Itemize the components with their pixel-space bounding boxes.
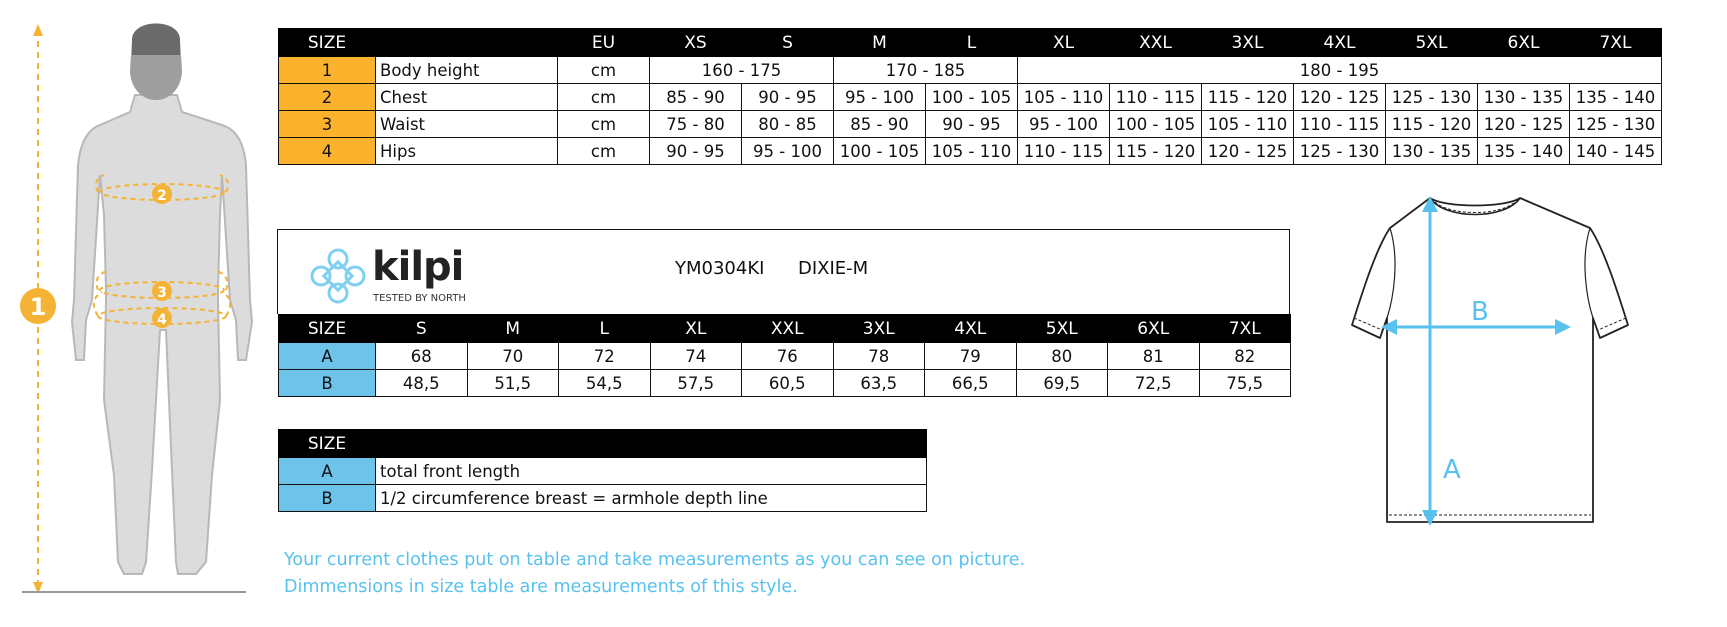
product-info-box bbox=[277, 229, 1290, 314]
marker-3 bbox=[152, 281, 172, 301]
unit-cell: cm bbox=[558, 111, 650, 138]
marker-1 bbox=[20, 288, 56, 324]
value-cell: 130 - 135 bbox=[1478, 84, 1570, 111]
value-cell: 115 - 120 bbox=[1202, 84, 1294, 111]
value-cell: 95 - 100 bbox=[834, 84, 926, 111]
row-key: A bbox=[279, 458, 376, 485]
row-label: Waist bbox=[376, 111, 558, 138]
label-b: B bbox=[1471, 297, 1489, 327]
value-cell: 72,5 bbox=[1108, 370, 1200, 397]
value-cell: 69,5 bbox=[1016, 370, 1108, 397]
product-code: YM0304KI bbox=[675, 258, 765, 279]
value-cell: 90 - 95 bbox=[742, 84, 834, 111]
header-cell: XL bbox=[1018, 29, 1110, 57]
header-cell: M bbox=[467, 315, 559, 343]
header-cell: XL bbox=[650, 315, 742, 343]
value-cell: 79 bbox=[925, 343, 1017, 370]
header-cell: 7XL bbox=[1570, 29, 1662, 57]
row-number: 1 bbox=[279, 57, 376, 84]
value-cell: 170 - 185 bbox=[834, 57, 1018, 84]
table-row bbox=[279, 458, 927, 485]
table-row bbox=[279, 84, 1662, 111]
value-cell: 66,5 bbox=[925, 370, 1017, 397]
header-cell: XXL bbox=[1110, 29, 1202, 57]
instruction-note-1: Your current clothes put on table and take measurements as you can see on picture. bbox=[284, 550, 1026, 570]
value-cell: 81 bbox=[1108, 343, 1200, 370]
header-cell: M bbox=[834, 29, 926, 57]
value-cell: 105 - 110 bbox=[1018, 84, 1110, 111]
body-measurement-figure bbox=[0, 0, 260, 600]
svg-text:3: 3 bbox=[157, 285, 167, 301]
value-cell: 110 - 115 bbox=[1018, 138, 1110, 165]
header-cell: 4XL bbox=[925, 315, 1017, 343]
value-cell: 110 - 115 bbox=[1110, 84, 1202, 111]
value-cell: 135 - 140 bbox=[1570, 84, 1662, 111]
legend-description: total front length bbox=[376, 458, 927, 485]
value-cell: 60,5 bbox=[742, 370, 834, 397]
value-cell: 115 - 120 bbox=[1110, 138, 1202, 165]
header-cell: SIZE bbox=[279, 29, 376, 57]
value-cell: 85 - 90 bbox=[834, 111, 926, 138]
value-cell: 100 - 105 bbox=[1110, 111, 1202, 138]
table-row bbox=[279, 138, 1662, 165]
row-label: Body height bbox=[376, 57, 558, 84]
value-cell: 48,5 bbox=[376, 370, 468, 397]
value-cell: 85 - 90 bbox=[650, 84, 742, 111]
marker-4 bbox=[152, 308, 172, 328]
legend-description: 1/2 circumference breast = armhole depth line bbox=[376, 485, 927, 512]
header-cell bbox=[376, 29, 558, 57]
brand-tagline: TESTED BY NORTH bbox=[373, 293, 466, 304]
legend-table bbox=[278, 429, 927, 512]
header-cell: S bbox=[376, 315, 468, 343]
brand-logo: kilpi bbox=[372, 244, 464, 290]
value-cell: 57,5 bbox=[650, 370, 742, 397]
row-number: 3 bbox=[279, 111, 376, 138]
value-cell: 75 - 80 bbox=[650, 111, 742, 138]
value-cell: 110 - 115 bbox=[1294, 111, 1386, 138]
value-cell: 105 - 110 bbox=[926, 138, 1018, 165]
value-cell: 74 bbox=[650, 343, 742, 370]
header-cell: XXL bbox=[742, 315, 834, 343]
value-cell: 63,5 bbox=[833, 370, 925, 397]
value-cell: 160 - 175 bbox=[650, 57, 834, 84]
value-cell: 120 - 125 bbox=[1478, 111, 1570, 138]
value-cell: 70 bbox=[467, 343, 559, 370]
row-number: 4 bbox=[279, 138, 376, 165]
header-cell: 7XL bbox=[1199, 315, 1291, 343]
row-key: A bbox=[279, 343, 376, 370]
value-cell: 95 - 100 bbox=[1018, 111, 1110, 138]
value-cell: 68 bbox=[376, 343, 468, 370]
value-cell: 115 - 120 bbox=[1386, 111, 1478, 138]
table-row bbox=[279, 370, 1291, 397]
value-cell: 125 - 130 bbox=[1294, 138, 1386, 165]
value-cell: 140 - 145 bbox=[1570, 138, 1662, 165]
header-cell: L bbox=[559, 315, 651, 343]
header-cell: XS bbox=[650, 29, 742, 57]
header-cell: S bbox=[742, 29, 834, 57]
unit-cell: cm bbox=[558, 57, 650, 84]
kilpi-knot-logo-icon bbox=[308, 246, 368, 306]
size-table bbox=[278, 28, 1662, 165]
header-cell: 6XL bbox=[1478, 29, 1570, 57]
value-cell: 100 - 105 bbox=[926, 84, 1018, 111]
value-cell: 90 - 95 bbox=[926, 111, 1018, 138]
legend-table-header bbox=[279, 430, 927, 458]
measurement-table bbox=[278, 314, 1291, 397]
value-cell: 130 - 135 bbox=[1386, 138, 1478, 165]
header-cell: L bbox=[926, 29, 1018, 57]
value-cell: 105 - 110 bbox=[1202, 111, 1294, 138]
value-cell: 95 - 100 bbox=[742, 138, 834, 165]
tshirt-measurement-figure bbox=[1325, 190, 1630, 540]
value-cell: 90 - 95 bbox=[650, 138, 742, 165]
value-cell: 75,5 bbox=[1199, 370, 1291, 397]
table-row bbox=[279, 111, 1662, 138]
table-row bbox=[279, 485, 927, 512]
product-name: DIXIE-M bbox=[798, 258, 869, 279]
header-cell: SIZE bbox=[279, 315, 376, 343]
measurement-table-header bbox=[279, 315, 1291, 343]
value-cell: 100 - 105 bbox=[834, 138, 926, 165]
value-cell: 82 bbox=[1199, 343, 1291, 370]
header-cell: 6XL bbox=[1108, 315, 1200, 343]
header-cell: 5XL bbox=[1016, 315, 1108, 343]
value-cell: 80 bbox=[1016, 343, 1108, 370]
unit-cell: cm bbox=[558, 84, 650, 111]
value-cell: 180 - 195 bbox=[1018, 57, 1662, 84]
value-cell: 120 - 125 bbox=[1294, 84, 1386, 111]
header-cell: EU bbox=[558, 29, 650, 57]
header-cell: 3XL bbox=[833, 315, 925, 343]
value-cell: 125 - 130 bbox=[1386, 84, 1478, 111]
value-cell: 76 bbox=[742, 343, 834, 370]
value-cell: 78 bbox=[833, 343, 925, 370]
value-cell: 72 bbox=[559, 343, 651, 370]
table-row bbox=[279, 343, 1291, 370]
row-label: Chest bbox=[376, 84, 558, 111]
value-cell: 120 - 125 bbox=[1202, 138, 1294, 165]
header-cell: 5XL bbox=[1386, 29, 1478, 57]
value-cell: 80 - 85 bbox=[742, 111, 834, 138]
header-cell: 4XL bbox=[1294, 29, 1386, 57]
row-key: B bbox=[279, 485, 376, 512]
unit-cell: cm bbox=[558, 138, 650, 165]
value-cell: 125 - 130 bbox=[1570, 111, 1662, 138]
svg-text:1: 1 bbox=[29, 293, 47, 321]
value-cell: 54,5 bbox=[559, 370, 651, 397]
row-label: Hips bbox=[376, 138, 558, 165]
label-a: A bbox=[1443, 455, 1461, 485]
instruction-note-2: Dimmensions in size table are measurements of this style. bbox=[284, 577, 798, 597]
svg-text:4: 4 bbox=[157, 312, 167, 328]
header-cell bbox=[376, 430, 927, 458]
row-number: 2 bbox=[279, 84, 376, 111]
header-cell: 3XL bbox=[1202, 29, 1294, 57]
row-key: B bbox=[279, 370, 376, 397]
header-cell: SIZE bbox=[279, 430, 376, 458]
svg-text:2: 2 bbox=[157, 188, 167, 204]
marker-2 bbox=[152, 184, 172, 204]
value-cell: 51,5 bbox=[467, 370, 559, 397]
table-row bbox=[279, 57, 1662, 84]
size-table-header bbox=[279, 29, 1662, 57]
value-cell: 135 - 140 bbox=[1478, 138, 1570, 165]
